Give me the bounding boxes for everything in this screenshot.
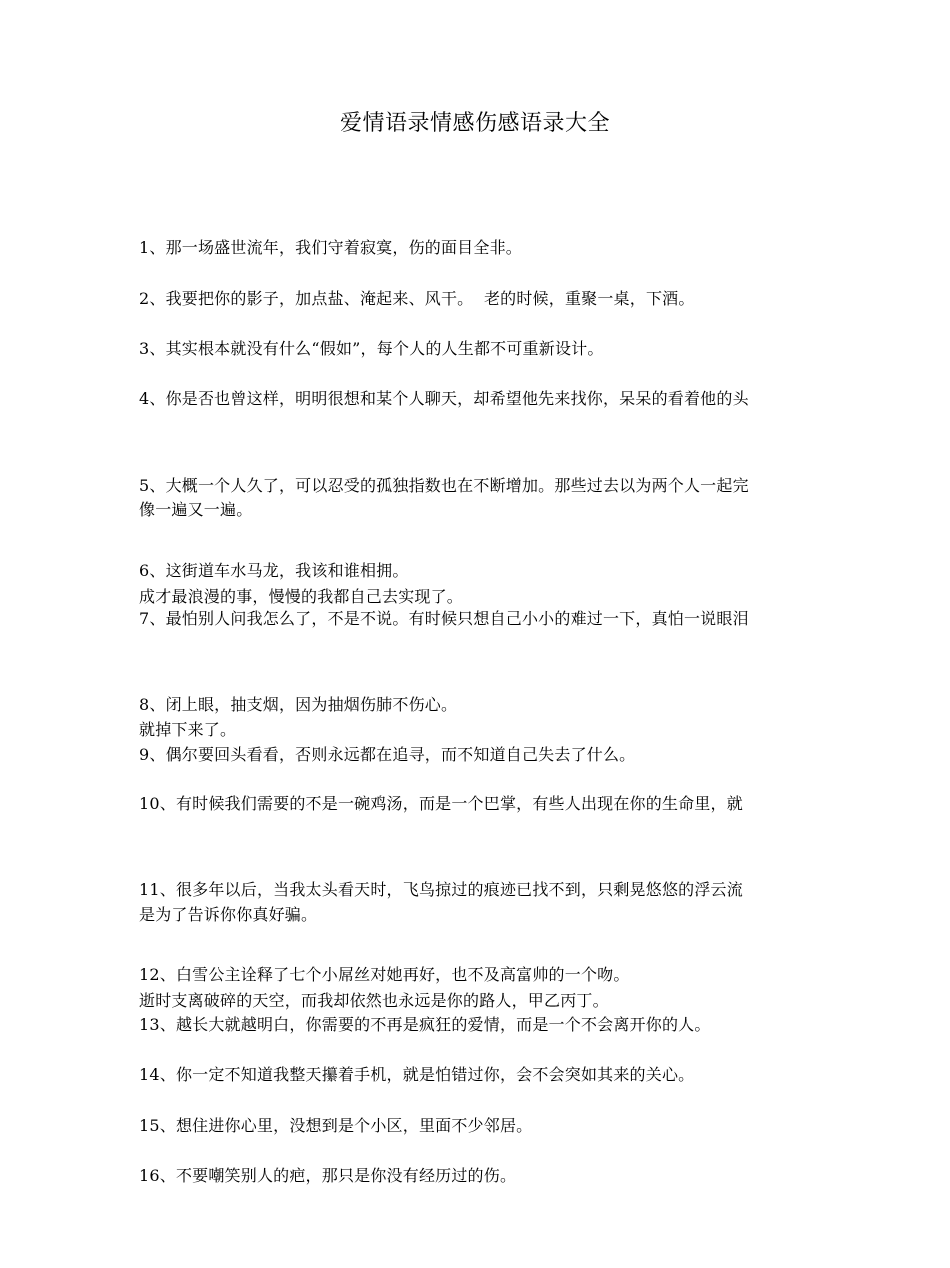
- quote-line: 11、很多年以后，当我太头看天时，飞鸟掠过的痕迹已找不到，只剩晃悠悠的浮云流: [139, 880, 743, 899]
- quote-line: 4、你是否也曾这样，明明很想和某个人聊天，却希望他先来找你，呆呆的看着他的头: [139, 389, 749, 408]
- quote-line: 14、你一定不知道我整天攥着手机，就是怕错过你，会不会突如其来的关心。: [139, 1065, 695, 1084]
- quote-line: 7、最怕别人问我怎么了，不是不说。有时候只想自己小小的难过一下，真怕一说眼泪: [139, 609, 749, 628]
- quote-line: 15、想住进你心里，没想到是个小区，里面不少邻居。: [139, 1116, 533, 1135]
- quote-line: 10、有时候我们需要的不是一碗鸡汤，而是一个巴掌，有些人出现在你的生命里，就: [139, 794, 743, 813]
- quote-line: 5、大概一个人久了，可以忍受的孤独指数也在不断增加。那些过去以为两个人一起完: [139, 476, 749, 495]
- quote-line: 是为了告诉你你真好骗。: [139, 905, 318, 924]
- quote-line: 逝时支离破碎的天空，而我却依然也永远是你的路人，甲乙丙丁。: [139, 991, 609, 1010]
- quote-line: 6、这街道车水马龙，我该和谁相拥。: [139, 561, 409, 580]
- quote-line: 12、白雪公主诠释了七个小屌丝对她再好，也不及高富帅的一个吻。: [139, 965, 630, 984]
- quote-item-16: [139, 1083, 819, 1268]
- page-title: 爱情语录情感伤感语录大全: [339, 111, 610, 136]
- quote-line: 9、偶尔要回头看看，否则永远都在追寻，而不知道自己失去了什么。: [139, 745, 636, 764]
- quote-line: 13、越长大就越明白，你需要的不再是疯狂的爱情，而是一个不会离开你的人。: [139, 1015, 711, 1034]
- quote-line: 3、其实根本就没有什么“假如”，每个人的人生都不可重新设计。: [139, 339, 604, 358]
- quote-line: 成才最浪漫的事，慢慢的我都自己去实现了。: [139, 587, 464, 606]
- quote-line: 就掉下来了。: [139, 720, 237, 739]
- quote-line: 16、不要嘲笑别人的疤，那只是你没有经历过的伤。: [139, 1166, 517, 1185]
- quote-line: 8、闭上眼，抽支烟，因为抽烟伤肺不伤心。: [139, 695, 458, 714]
- quote-line: 2、我要把你的影子，加点盐、淹起来、风干。 老的时候，重聚一桌，下酒。: [139, 289, 695, 308]
- quote-line: 1、那一场盛世流年，我们守着寂寞，伤的面目全非。: [139, 238, 522, 257]
- quote-line: 像一遍又一遍。: [139, 500, 253, 519]
